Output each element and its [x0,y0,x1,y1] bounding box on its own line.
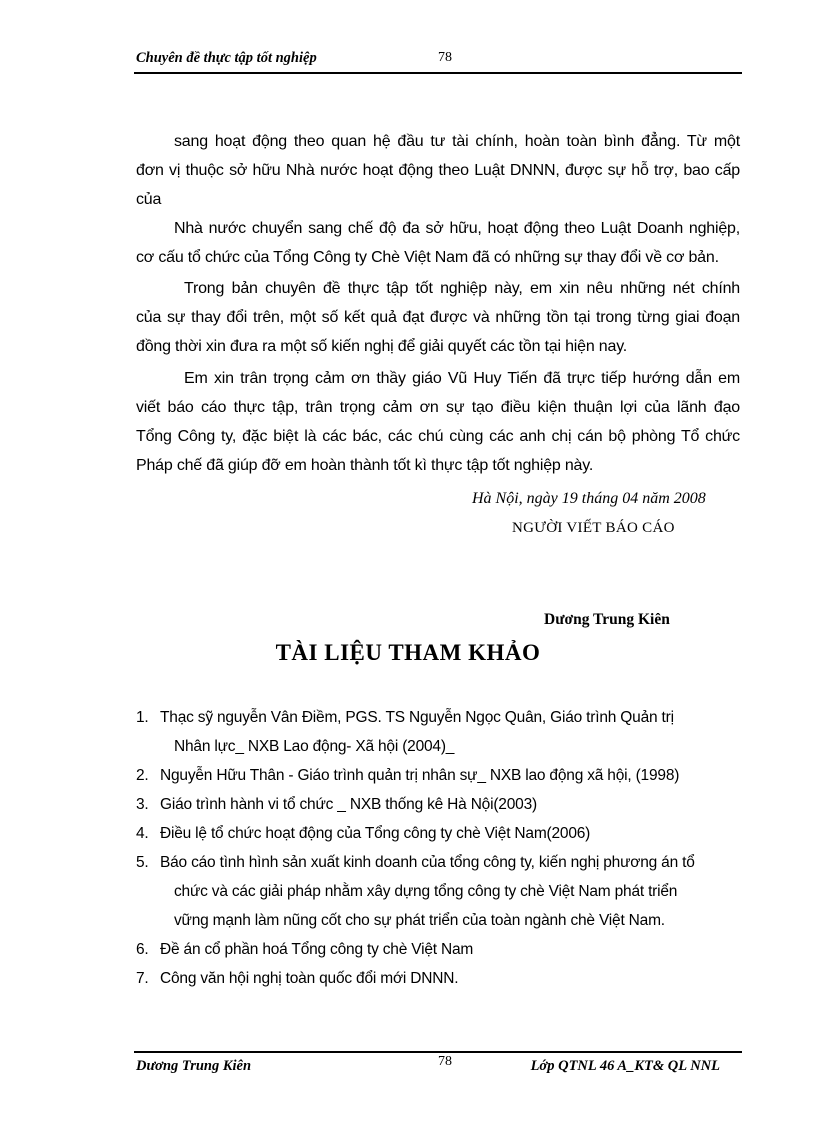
reference-number: 1. [136,709,149,726]
reference-text: Thạc sỹ nguyễn Vân Điềm, PGS. TS Nguyễn Ngọc Quân, Giáo trình Quản trị [160,709,674,726]
paragraph-line: sang hoạt động theo quan hệ đầu tư tài chính, hoàn toàn bình đẳng. Từ một [174,133,740,150]
footer-class-info: Lớp QTNL 46 A_KT& QL NNL [530,1058,720,1074]
reference-number: 2. [136,767,149,784]
reference-number: 4. [136,825,149,842]
reference-number: 3. [136,796,149,813]
reference-number: 6. [136,941,149,958]
paragraph-line: Em xin trân trọng cảm ơn thầy giáo Vũ Huy Tiến đã trực tiếp hướng dẫn em [184,370,740,387]
header-page-number: 78 [438,50,452,65]
reference-item [136,790,746,819]
paragraph-line: đơn vị thuộc sở hữu Nhà nước hoạt động theo Luật DNNN, được sự hỗ trợ, bao cấp [136,162,740,179]
reference-text: Đề án cổ phần hoá Tổng công ty chè Việt Nam [160,941,474,958]
signature-name: Dương Trung Kiên [544,611,670,628]
paragraph-line: Trong bản chuyên đề thực tập tốt nghiệp này, em xin nêu những nét chính [184,280,740,297]
reference-number: 7. [136,970,149,987]
reference-text: Giáo trình hành vi tổ chức _ NXB thống kê Hà Nội(2003) [160,796,537,813]
footer-page-number: 78 [438,1054,452,1069]
reference-text: Công văn hội nghị toàn quốc đổi mới DNNN. [160,970,459,987]
reference-text-continued: vững mạnh làm nũng cốt cho sự phát triển của toàn ngành chè Việt Nam. [174,912,665,929]
paragraph-line: cơ cấu tổ chức của Tổng Công ty Chè Việt Nam đã có những sự thay đổi về cơ bản. [136,249,719,266]
reference-item [136,703,746,761]
references-title: TÀI LIỆU THAM KHẢO [275,640,541,665]
reference-item [136,819,746,848]
paragraph-line: viết báo cáo thực tập, trân trọng cảm ơn sự tạo điều kiện thuận lợi của lãnh đạo [136,399,740,416]
reference-text: Điều lệ tổ chức hoạt động của Tổng công ty chè Việt Nam(2006) [160,825,591,842]
paragraph-line: Pháp chế đã giúp đỡ em hoàn thành tốt kì thực tập tốt nghiệp này. [136,457,594,474]
reference-text: Báo cáo tình hình sản xuất kinh doanh của tổng công ty, kiến nghị phương án tổ [160,854,695,871]
page-header [134,50,742,74]
paragraph-line: Tổng Công ty, đặc biệt là các bác, các chú cùng các anh chị cán bộ phòng Tổ chức [136,428,740,445]
paragraph-line: của sự thay đổi trên, một số kết quả đạt được và những tồn tại trong từng giai đoạn [136,309,740,326]
paragraph-line: đồng thời xin đưa ra một số kiến nghị để giải quyết các tồn tại hiện nay. [136,338,628,355]
references-list [136,703,746,993]
footer-author: Dương Trung Kiên [136,1058,252,1074]
page-footer [134,1051,742,1079]
paragraph-line: của [136,191,162,208]
reference-text: Nguyễn Hữu Thân - Giáo trình quản trị nhân sự_ NXB lao động xã hội, (1998) [160,767,680,784]
signature-role: NGƯỜI VIẾT BÁO CÁO [512,520,675,536]
reference-number: 5. [136,854,149,871]
signature-date: Hà Nội, ngày 19 tháng 04 năm 2008 [472,490,706,507]
reference-item [136,848,746,935]
reference-item [136,761,746,790]
header-title: Chuyên đề thực tập tốt nghiệp [136,50,317,66]
reference-item [136,964,746,993]
reference-text-continued: chức và các giải pháp nhằm xây dựng tổng công ty chè Việt Nam phát triển [174,883,678,900]
paragraph-line: Nhà nước chuyển sang chế độ đa sở hữu, hoạt động theo Luật Doanh nghiệp, [174,220,740,237]
reference-text-continued: Nhân lực_ NXB Lao động- Xã hội (2004)_ [174,738,455,755]
reference-item [136,935,746,964]
